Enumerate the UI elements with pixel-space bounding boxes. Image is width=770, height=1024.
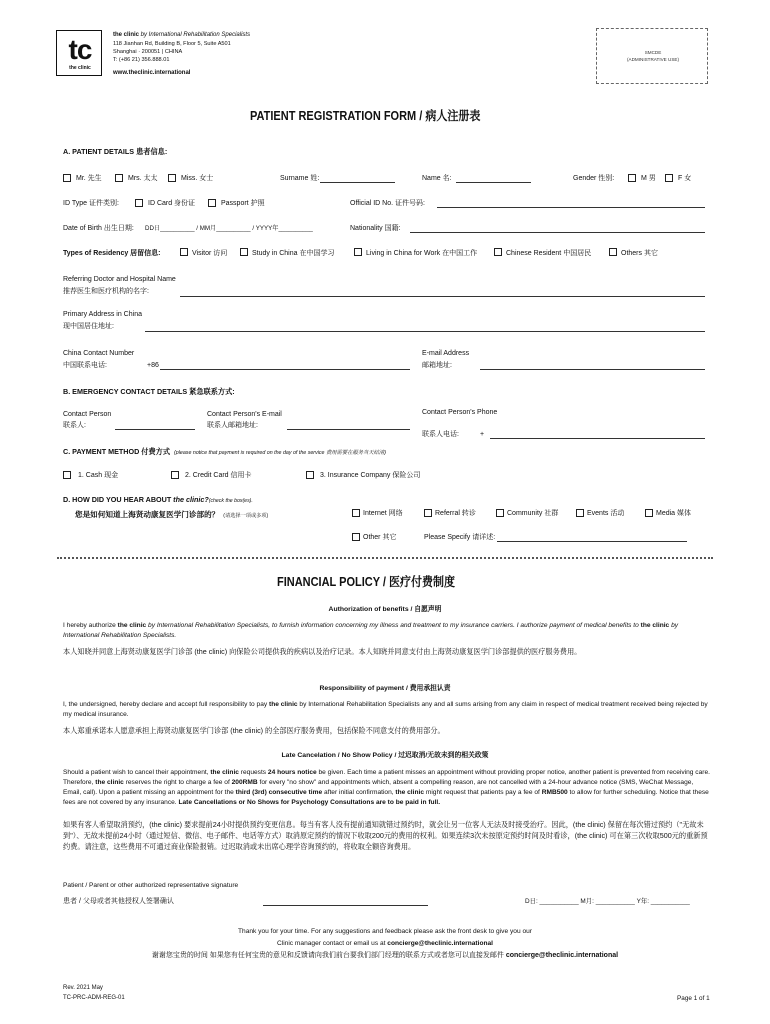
auth-text-en: I hereby authorize the clinic by International Rehabilitation Specialists, to furnish information concerning my illness and treatment to my insurance carriers. I authorize payment of medical benefits to the clinic by International Rehabilitation Specialists. xyxy=(63,622,679,639)
cash-label: 1. Cash 现金 xyxy=(78,472,119,479)
id-card-checkbox[interactable] xyxy=(135,199,143,207)
late-text-en: Should a patient wish to cancel their appointment, the clinic requests 24 hours notice be given. Each time a patient misses an appointment without providing proper notice, another patient is prevented from receiving care. Therefore, the clinic reserves the right to charge a fee of 200RMB for every "no show" and appointments which, absent a compelling reason, are not cancelled with a 24-hour advance notice (SMS, WeChat Message, Email, call). Upon a patient missing an appointment for the third (3rd) consecutive time after initial confirmation, the clinic might request that patients pay a fee of RMB500 to allow for further scheduling. Notice that these fees are not covered by any insurance. Late Cancellations or No Shows for Psychology Consultations are to be paid in full. xyxy=(63,769,710,806)
cash-checkbox[interactable] xyxy=(63,471,71,479)
media-label: Media 媒体 xyxy=(656,510,692,517)
administrative-use-box xyxy=(596,28,708,84)
visitor-label: Visitor 访问 xyxy=(192,250,228,257)
surname-label: Surname 姓: xyxy=(280,175,320,182)
referral-label: Referral 转诊 xyxy=(435,510,476,517)
clinic-phone: T: (+86 21) 356.888.01 xyxy=(113,57,170,63)
contact-label-cn: 中国联系电话: xyxy=(63,362,107,369)
work-label: Living in China for Work 在中国工作 xyxy=(366,250,478,257)
clinic-website: www.theclinic.international xyxy=(113,70,191,76)
section-c-note: (please notice that payment is required on the day of the service 费用需要在服务当天结清) xyxy=(174,450,386,456)
specify-field[interactable] xyxy=(497,541,687,542)
referral-checkbox[interactable] xyxy=(424,509,432,517)
miss-label: Miss. 女士 xyxy=(181,175,214,182)
resp-text-cn: 本人郑重承诺本人愿意承担上海贤动康复医学门诊部 (the clinic) 的全部医疗服务费用，包括保险不同意支付的费用部分。 xyxy=(63,726,445,735)
female-label: F 女 xyxy=(678,175,692,182)
other-label: Other 其它 xyxy=(363,534,397,541)
other-checkbox[interactable] xyxy=(352,533,360,541)
miss-checkbox[interactable] xyxy=(168,174,176,182)
thanks-line-cn: 谢谢您宝贵的时间 如果您有任何宝贵的意见和反馈请向我们前台要我们部门经理的联系方式或者您可以直接发邮件 concierge@theclinic.international xyxy=(151,952,619,959)
thanks-line-2: Clinic manager contact or email us at concierge@theclinic.international xyxy=(276,940,494,947)
media-checkbox[interactable] xyxy=(645,509,653,517)
contact-email-label-cn: 联系人邮箱地址: xyxy=(207,422,258,429)
mrs-checkbox[interactable] xyxy=(115,174,123,182)
surname-field[interactable] xyxy=(320,182,395,183)
page-number: Page 1 of 1 xyxy=(677,995,710,1002)
passport-label: Passport 护照 xyxy=(221,200,265,207)
work-checkbox[interactable] xyxy=(354,248,362,256)
address-field[interactable] xyxy=(145,331,705,332)
passport-checkbox[interactable] xyxy=(208,199,216,207)
mrs-label: Mrs. 太太 xyxy=(128,175,158,182)
name-label: Name 名: xyxy=(422,175,452,182)
contact-label-en: China Contact Number xyxy=(63,350,135,357)
contact-phone-plus: + xyxy=(480,431,485,438)
signature-label-en: Patient / Parent or other authorized representative signature xyxy=(63,882,239,889)
section-d-cn-note: (请选择一项或多项) xyxy=(223,513,269,519)
address-label-cn: 现中国居住地址: xyxy=(63,323,114,330)
country-code: +86 xyxy=(147,362,159,369)
dob-field[interactable]: DD日__________ / MM月__________ / YYYY年__________ xyxy=(145,225,313,232)
contact-phone-field[interactable] xyxy=(490,438,705,439)
resp-title: Responsibility of payment / 费用承担认责 xyxy=(319,685,451,692)
official-id-field[interactable] xyxy=(437,207,705,208)
form-title: PATIENT REGISTRATION FORM / 病人注册表 xyxy=(250,109,481,123)
late-title: Late Cancelation / No Show Policy / 过迟取消/无故未到的相关政策 xyxy=(281,752,489,759)
resp-text-en: I, the undersigned, hereby declare and accept full responsibility to pay the clinic by International Rehabilitation Specialists any and all sums arising from any claim in respect of medical treatment received being rejected by my medical insurance. xyxy=(63,701,708,718)
clinic-address-1: 118 Jianhan Rd, Building B, Floor 5, Suite A501 xyxy=(113,41,231,47)
official-id-label: Official ID No. 证件号码: xyxy=(350,200,425,207)
contact-phone-label-en: Contact Person's Phone xyxy=(422,409,498,416)
logo-subtext: the clinic xyxy=(69,65,91,71)
community-checkbox[interactable] xyxy=(496,509,504,517)
internet-label: Internet 网络 xyxy=(363,510,403,517)
signature-date-field[interactable]: D日: ___________ M月: ___________ Y年: ___________ xyxy=(525,898,690,905)
study-label: Study in China 在中国学习 xyxy=(252,250,335,257)
thanks-line-1: Thank you for your time. For any suggestions and feedback please ask the front desk to give you our xyxy=(238,928,532,935)
events-checkbox[interactable] xyxy=(576,509,584,517)
section-c-heading-row xyxy=(63,447,386,458)
admin-code: SMCDE xyxy=(644,50,662,55)
section-a-heading: A. PATIENT DETAILS 患者信息: xyxy=(63,147,168,156)
clinic-name: the clinic by International Rehabilitation Specialists xyxy=(113,32,251,38)
contact-person-field[interactable] xyxy=(115,429,195,430)
credit-card-label: 2. Credit Card 信用卡 xyxy=(185,472,252,479)
male-label: M 男 xyxy=(641,175,656,182)
contact-phone-label-cn: 联系人电话: xyxy=(422,431,459,438)
others-checkbox[interactable] xyxy=(609,248,617,256)
name-field[interactable] xyxy=(456,182,531,183)
insurance-checkbox[interactable] xyxy=(306,471,314,479)
internet-checkbox[interactable] xyxy=(352,509,360,517)
auth-text-cn: 本人知晓并同意上海贤动康复医学门诊部 (the clinic) 向保险公司提供我的疾病以及治疗记录。本人知晓并同意支付由上海贤动康复医学门诊部提供的医疗服务费用。 xyxy=(63,647,582,656)
nationality-label: Nationality 国籍: xyxy=(350,225,401,232)
signature-label-cn: 患者 / 父母或者其他授权人签署确认 xyxy=(63,898,174,905)
contact-number-field[interactable] xyxy=(160,369,410,370)
section-d-heading-row xyxy=(63,495,253,506)
clinic-logo xyxy=(56,30,102,76)
referring-label-cn: 推荐医生和医疗机构的名字: xyxy=(63,288,149,295)
logo-text: tc xyxy=(68,34,92,65)
signature-field[interactable] xyxy=(263,905,428,906)
section-d-cn-row xyxy=(75,510,268,521)
events-label: Events 活动 xyxy=(587,510,625,517)
referring-field[interactable] xyxy=(180,296,705,297)
section-d-heading-clinic: the clinic? xyxy=(173,495,209,504)
female-checkbox[interactable] xyxy=(665,174,673,182)
nationality-field[interactable] xyxy=(410,232,705,233)
address-label-en: Primary Address in China xyxy=(63,311,142,318)
contact-email-field[interactable] xyxy=(287,429,410,430)
email-label-cn: 邮箱地址: xyxy=(422,362,452,369)
section-divider xyxy=(57,557,713,559)
section-d-heading-note: (check the box(es). xyxy=(208,498,253,504)
dob-label: Date of Birth 出生日期: xyxy=(63,225,134,232)
visitor-checkbox[interactable] xyxy=(180,248,188,256)
id-type-label: ID Type 证件类别: xyxy=(63,200,119,207)
referring-label-en: Referring Doctor and Hospital Name xyxy=(63,276,176,283)
email-label-en: E-mail Address xyxy=(422,350,470,357)
id-card-label: ID Card 身份证 xyxy=(148,200,196,207)
residency-label: Types of Residency 居留信息: xyxy=(63,250,161,257)
section-c-heading: C. PAYMENT METHOD 付费方式 xyxy=(63,447,171,456)
section-d-heading: D. HOW DID YOU HEAR ABOUT xyxy=(63,495,172,504)
contact-person-label-en: Contact Person xyxy=(63,411,112,418)
contact-person-label-cn: 联系人: xyxy=(63,422,86,429)
specify-label: Please Specify 请详述: xyxy=(424,534,496,541)
male-checkbox[interactable] xyxy=(628,174,636,182)
clinic-address-2: Shanghai · 200051 | CHINA xyxy=(113,49,183,55)
contact-email-label-en: Contact Person's E-mail xyxy=(207,411,282,418)
mr-checkbox[interactable] xyxy=(63,174,71,182)
section-d-cn: 您是如何知道上海贤动康复医学门诊部的？ xyxy=(75,510,220,519)
form-code: TC-PRC-ADM-REG-01 xyxy=(63,995,125,1001)
section-b-heading: B. EMERGENCY CONTACT DETAILS 紧急联系方式: xyxy=(63,387,235,396)
late-text-cn: 如果有客人希望取消预约，(the clinic) 要求提前24小时提供预约变更信息。每当有客人没有提前通知就错过预约时，就会让另一位客人无法及时接受治疗。因此，(the clinic) 保留在每次错过预约（"无故未到"）、无故未提前24小时（通过短信、微信、电子邮件、电话等方式）取消原定预约的情况下收取200元的费用的权利。如果连续3次未按原定预约时间及时看诊，(the clinic) 可在第三次收取500元的重新预约费。请注意，这些费用不可通过商业保险报销。过迟取消或未出席心理学咨询预约的，将收取全额咨询费用。 xyxy=(63,820,708,851)
study-checkbox[interactable] xyxy=(240,248,248,256)
chinese-resident-checkbox[interactable] xyxy=(494,248,502,256)
policy-title: FINANCIAL POLICY / 医疗付费制度 xyxy=(277,575,456,589)
credit-card-checkbox[interactable] xyxy=(171,471,179,479)
chinese-resident-label: Chinese Resident 中国居民 xyxy=(506,250,592,257)
community-label: Community 社群 xyxy=(507,510,559,517)
email-field[interactable] xyxy=(480,369,705,370)
admin-label: (ADMINISTRATIVE USE) xyxy=(627,57,679,62)
mr-label: Mr. 先生 xyxy=(76,175,102,182)
others-label: Others 其它 xyxy=(621,250,658,257)
insurance-label: 3. Insurance Company 保险公司 xyxy=(320,472,421,479)
revision-label: Rev. 2021 May xyxy=(63,985,103,991)
auth-title: Authorization of benefits / 自愿声明 xyxy=(328,606,442,613)
gender-label: Gender 性别: xyxy=(573,175,615,182)
